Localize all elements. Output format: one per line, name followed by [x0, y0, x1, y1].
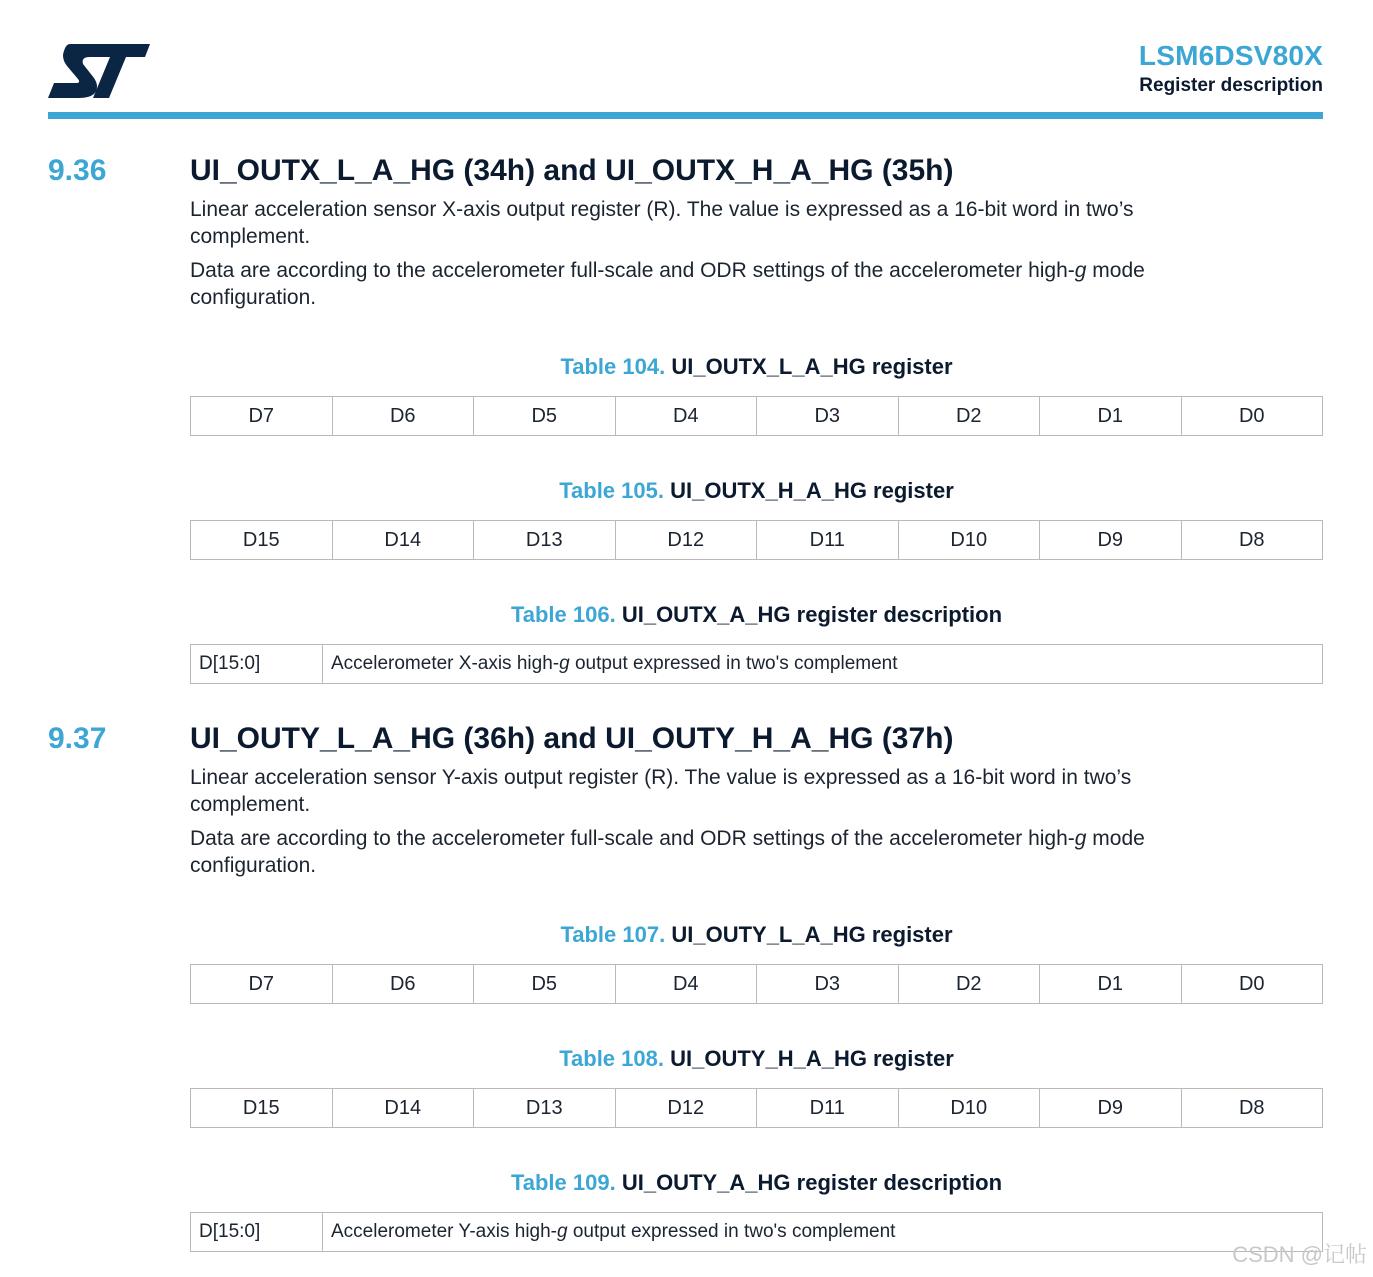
section-number: 9.37	[48, 722, 107, 755]
register-bits-table	[190, 964, 1323, 1004]
register-description-table	[190, 1212, 1323, 1252]
register-bits-table	[190, 396, 1323, 436]
watermark: CSDN @记帖	[1232, 1242, 1367, 1267]
bit-cell: D8	[1181, 1089, 1323, 1128]
section-paragraph-1: Linear acceleration sensor Y-axis output register (R). The value is expressed as a 16-bit word in two’s complement.	[190, 766, 1132, 816]
bit-cell: D3	[757, 397, 899, 436]
bit-cell: D15	[191, 1089, 333, 1128]
bit-cell: D10	[898, 1089, 1040, 1128]
bit-cell: D4	[615, 965, 757, 1004]
section-paragraph-1: Linear acceleration sensor X-axis output register (R). The value is expressed as a 16-bit word in two’s complement.	[190, 198, 1134, 248]
bit-cell: D13	[474, 1089, 616, 1128]
register-bits-table	[190, 1088, 1323, 1128]
header-subtitle: Register description	[1139, 75, 1323, 96]
bit-cell: D14	[332, 521, 474, 560]
bit-cell: D14	[332, 1089, 474, 1128]
field-description-cell: Accelerometer X-axis high-g output expressed in two's complement	[323, 645, 1323, 684]
header-rule	[48, 112, 1323, 119]
bit-cell: D12	[615, 521, 757, 560]
field-name-cell: D[15:0]	[191, 1213, 323, 1252]
bit-cell: D1	[1040, 397, 1182, 436]
register-description-table	[190, 644, 1323, 684]
bit-cell: D6	[332, 397, 474, 436]
table-caption: Table 104. UI_OUTX_L_A_HG register	[560, 354, 953, 379]
section-paragraph-2: Data are according to the accelerometer full-scale and ODR settings of the accelerometer high-g mode configuration.	[190, 827, 1145, 877]
table-caption: Table 105. UI_OUTX_H_A_HG register	[559, 478, 954, 503]
table-caption: Table 109. UI_OUTY_A_HG register description	[510, 1170, 1003, 1195]
section-title: UI_OUTY_L_A_HG (36h) and UI_OUTY_H_A_HG (37h)	[190, 722, 954, 755]
product-name: LSM6DSV80X	[1138, 40, 1323, 71]
bit-cell: D9	[1040, 1089, 1182, 1128]
section-number: 9.36	[48, 154, 107, 187]
page-header	[1139, 40, 1323, 97]
table-caption: Table 107. UI_OUTY_L_A_HG register	[560, 922, 953, 947]
field-description-cell: Accelerometer Y-axis high-g output expressed in two's complement	[323, 1213, 1323, 1252]
bit-cell: D12	[615, 1089, 757, 1128]
section-title: UI_OUTX_L_A_HG (34h) and UI_OUTX_H_A_HG (35h)	[190, 154, 954, 187]
st-logo	[48, 42, 150, 100]
bit-cell: D11	[757, 521, 899, 560]
bit-cell: D13	[474, 521, 616, 560]
table-caption: Table 106. UI_OUTX_A_HG register description	[510, 602, 1003, 627]
bit-cell: D0	[1181, 397, 1323, 436]
bit-cell: D7	[191, 397, 333, 436]
bit-cell: D15	[191, 521, 333, 560]
bit-cell: D2	[898, 965, 1040, 1004]
bit-cell: D11	[757, 1089, 899, 1128]
table-caption: Table 108. UI_OUTY_H_A_HG register	[559, 1046, 954, 1071]
bit-cell: D1	[1040, 965, 1182, 1004]
bit-cell: D10	[898, 521, 1040, 560]
bit-cell: D4	[615, 397, 757, 436]
section-paragraph-2: Data are according to the accelerometer full-scale and ODR settings of the accelerometer high-g mode configuration.	[190, 259, 1145, 309]
bit-cell: D6	[332, 965, 474, 1004]
bit-cell: D9	[1040, 521, 1182, 560]
bit-cell: D7	[191, 965, 333, 1004]
bit-cell: D3	[757, 965, 899, 1004]
field-name-cell: D[15:0]	[191, 645, 323, 684]
bit-cell: D8	[1181, 521, 1323, 560]
bit-cell: D5	[474, 397, 616, 436]
bit-cell: D2	[898, 397, 1040, 436]
register-bits-table	[190, 520, 1323, 560]
bit-cell: D5	[474, 965, 616, 1004]
bit-cell: D0	[1181, 965, 1323, 1004]
